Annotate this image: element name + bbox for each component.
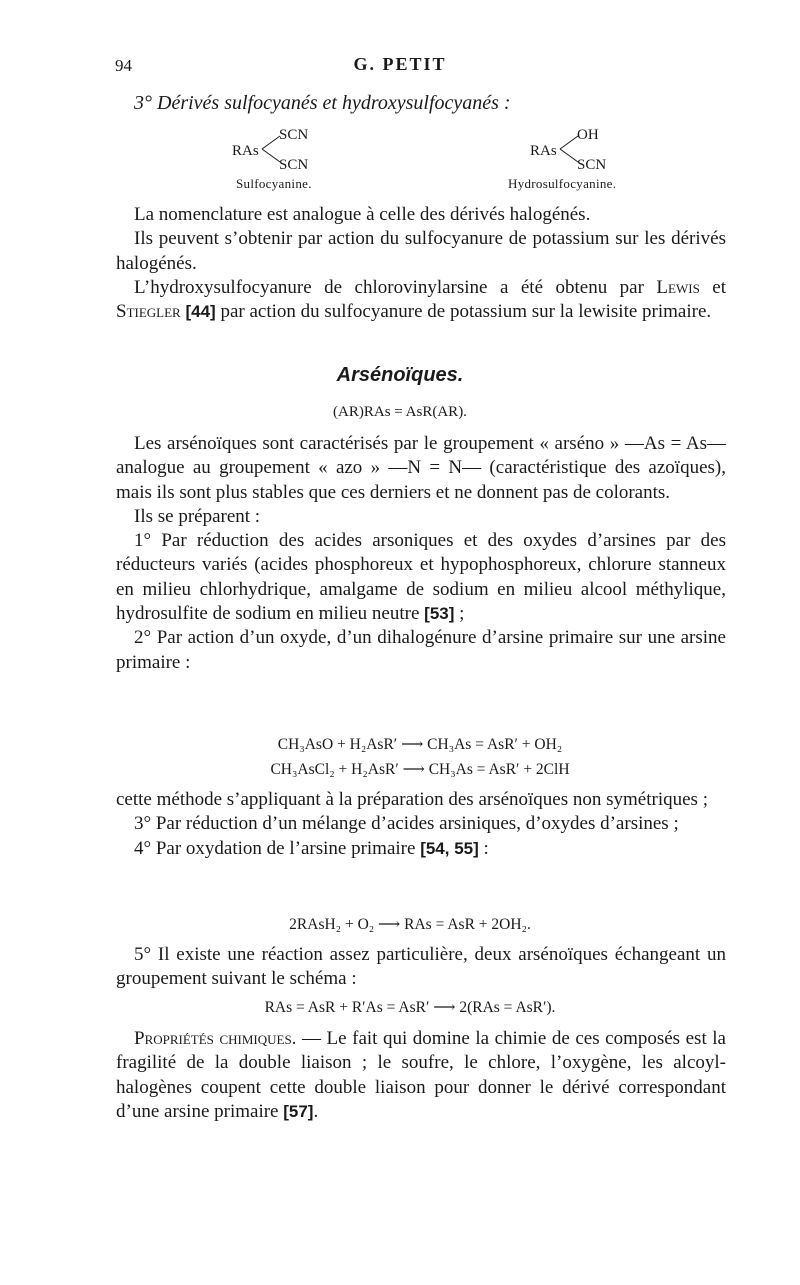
prep-item-5: 5° Il existe une réaction assez particulière, deux arsénoïques échangeant un groupement suivant le schéma : (116, 944, 726, 990)
equation-3: 2RAsH₂ + O₂ ⟶ RAs = AsR + 2OH₂. (289, 916, 531, 933)
lewis-stiegler-line: L’hydroxysulfocyanure de chlorovinylarsine a été obtenu par Lewis et Stiegler [44] par action du sulfocyanure de potassium sur la lewisite primaire. (116, 276, 726, 323)
formula-left-center: RAs (232, 143, 259, 159)
nomenclature-line: La nomenclature est analogue à celle des dérivés halogénés. (134, 204, 591, 225)
reference-53: [53] (424, 604, 455, 624)
subsection-title: Arsénoïques. (336, 364, 464, 386)
reference-54-55: [54, 55] (420, 838, 479, 858)
preparation-line: Ils peuvent s’obtenir par action du sulfocyanure de potassium sur les dérivés halogénés. (116, 228, 726, 274)
prep-item-1: 1° Par réduction des acides arsoniques et des oxydes d’arsines par des réducteurs variés (acides phosphoreux et hypophosphoreux, chlorure stanneux en milieu chlorhydrique, amalgame de sodium en milieu alcool méthylique, hydrosulfite de sodium en milieu neutre [53] ; (116, 530, 726, 625)
prep-intro: Ils se préparent : (134, 505, 261, 527)
formula-right-bottom: SCN (577, 157, 607, 173)
formula-left-top: SCN (279, 127, 309, 143)
reference-57: [57] (283, 1101, 314, 1121)
paragraph-nomenclature (116, 203, 726, 324)
arsenoiques-definition: Les arsénoïques sont caractérisés par le groupement « arséno » —As = As— analogue au groupement « azo » —N = N— (caractéristique des azoïques), mais ils sont plus stables que ces derniers et ne donnent pas de colorants. (116, 433, 726, 503)
equation-2: CH₃AsCl₂ + H₂AsR′ ⟶ CH₃As = AsR′ + 2ClH (270, 761, 570, 778)
paragraph-properties (116, 1027, 726, 1124)
properties-label: Propriétés chimiques. (134, 1028, 297, 1049)
equation-1: CH₃AsO + H₂AsR′ ⟶ CH₃As = AsR′ + OH₂ (277, 736, 563, 753)
formula-right-bonds (558, 132, 580, 166)
formula-left-bottom: SCN (279, 157, 309, 173)
formula-right-caption: Hydrosulfocyanine. (508, 176, 617, 191)
author-lewis: Lewis (656, 276, 700, 298)
method-note: cette méthode s’appliquant à la préparation des arsénoïques non symétriques ; (116, 789, 708, 810)
page-number: 94 (115, 56, 132, 75)
equation-4: RAs = AsR + R′As = AsR′ ⟶ 2(RAs = AsR′). (264, 999, 556, 1016)
paragraph-arsenoiques (116, 432, 726, 675)
prep-item-3: 3° Par réduction d’un mélange d’acides arsiniques, d’oxydes d’arsines ; (134, 813, 679, 835)
section-heading: 3° Dérivés sulfocyanés et hydroxysulfocyanés : (134, 92, 511, 114)
author-stiegler: Stiegler (116, 301, 181, 323)
paragraph-methods (116, 788, 726, 861)
formula-left-caption: Sulfocyanine. (236, 176, 312, 191)
general-formula: (AR)RAs = AsR(AR). (333, 404, 467, 420)
paragraph-exchange (116, 943, 726, 992)
running-title: G. PETIT (353, 54, 447, 74)
chemical-properties: Propriétés chimiques. — Le fait qui domine la chimie de ces composés est la fragilité de la double liaison ; le soufre, le chlore, l’oxygène, les alcoyl-halogènes coupent cette double liaison pour donner le dérivé correspondant d’une arsine primaire [57]. (116, 1028, 726, 1122)
prep-item-4: 4° Par oxydation de l’arsine primaire [54, 55] : (134, 837, 489, 859)
formula-right-center: RAs (530, 143, 557, 159)
prep-item-2: 2° Par action d’un oxyde, d’un dihalogénure d’arsine primaire sur une arsine primaire : (116, 627, 726, 673)
formula-left-bonds (260, 132, 282, 166)
formula-right-top: OH (577, 127, 599, 143)
reference-44: [44] (185, 302, 216, 322)
